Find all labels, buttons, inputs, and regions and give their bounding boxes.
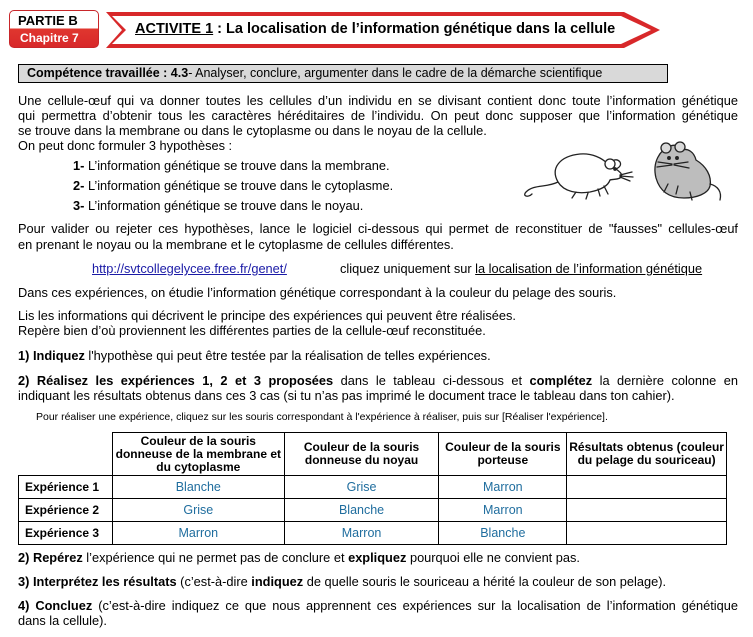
hypotheses-intro: On peut donc formuler 3 hypothèses :: [18, 138, 233, 153]
validate-line-1: Pour valider ou rejeter ces hypothèses, lance le logiciel ci-dessous qui permet de reconstituer de "fausses" cellules-œuf: [18, 221, 738, 236]
hypothesis-number: 1-: [73, 158, 85, 173]
activite-label: ACTIVITE 1: [135, 21, 214, 37]
q2-verb: Réalisez les expériences 1, 2 et 3 proposées: [29, 373, 334, 388]
q4-number: 3): [18, 574, 30, 589]
q5-number: 4): [18, 598, 30, 613]
question-2-line-2: indiquant les résultats obtenus dans ces 3 cas (si tu n’as pas imprimé le document trace le tableau dans ton cahier).: [18, 388, 675, 403]
q2-text-mid: dans le tableau ci-dessous et: [333, 373, 530, 388]
result-cell[interactable]: [567, 499, 727, 522]
study-text: Dans ces expériences, on étudie l’information génétique correspondant à la couleur du pelage des souris.: [18, 285, 617, 300]
table-cell: Grise: [112, 499, 284, 522]
table-cell: Marron: [439, 476, 567, 499]
q1-number: 1): [18, 348, 30, 363]
competence-label: Compétence travaillée : 4.3: [27, 66, 189, 80]
title-text: : La localisation de l’information génétique dans la cellule: [213, 21, 616, 37]
question-5-line-2: dans la cellule).: [18, 613, 107, 628]
table-cell: Marron: [112, 522, 284, 545]
q2-text-rest: la dernière colonne en: [592, 373, 738, 388]
question-3: [18, 550, 738, 565]
intro-line-1: Une cellule-œuf qui va donner toutes les cellules d’un individu en se divisant contient donc toute l’information génétique: [18, 93, 738, 108]
grey-mouse-icon: [655, 142, 721, 200]
q3-text-mid: l’expérience qui ne permet pas de conclure et: [82, 550, 349, 565]
table-cell: Blanche: [112, 476, 284, 499]
read-line-1: Lis les informations qui décrivent le principe des expériences qui peuvent être réalisées.: [18, 308, 516, 323]
link-instruction-text: cliquez uniquement sur: [340, 261, 476, 276]
column-header: Couleur de la souris donneuse de la membrane et du cytoplasme: [112, 433, 284, 476]
q1-text: l'hypothèse qui peut être testée par la réalisation de telles expériences.: [84, 348, 491, 363]
intro-line-3: se trouve dans la membrane ou dans le cytoplasme ou dans le noyau de la cellule.: [18, 123, 487, 138]
q3-number: 2): [18, 550, 30, 565]
question-4: [18, 574, 738, 589]
table-row: [19, 476, 727, 499]
question-1: [18, 348, 738, 363]
table-cell: Marron: [439, 499, 567, 522]
column-header: Couleur de la souris donneuse du noyau: [284, 433, 439, 476]
partie-label: PARTIE B: [18, 13, 78, 28]
q4-verb: Interprétez les résultats: [29, 574, 177, 589]
q5-text-rest: (c’est-à-dire indiquez ce que nous apprennent ces expériences sur la localisation de l’information génétique: [92, 598, 739, 613]
page-title: [135, 21, 615, 37]
q2-verb-2: complétez: [529, 373, 593, 388]
hypothesis-text: L’information génétique se trouve dans le cytoplasme.: [84, 178, 394, 193]
competence-text: - Analyser, conclure, argumenter dans le cadre de la démarche scientifique: [188, 66, 603, 80]
q1-verb: Indiquez: [29, 348, 85, 363]
result-cell[interactable]: [567, 476, 727, 499]
competence-box: [18, 64, 668, 83]
q3-text-rest: pourquoi elle ne convient pas.: [406, 550, 580, 565]
q4-text-rest: de quelle souris le souriceau a hérité la couleur de son pelage).: [303, 574, 667, 589]
q2-number: 2): [18, 373, 30, 388]
hypothesis-2: [73, 178, 393, 193]
hypothesis-text: L’information génétique se trouve dans le noyau.: [84, 198, 364, 213]
hypothesis-text: L’information génétique se trouve dans la membrane.: [84, 158, 390, 173]
experiment-instruction: Pour réaliser une expérience, cliquez sur les souris correspondant à l'expérience à réaliser, puis sur [Réaliser l'expérience].: [36, 411, 608, 423]
hypothesis-3: [73, 198, 363, 213]
question-5-line-1: [18, 598, 738, 613]
column-header: Couleur de la souris porteuse: [439, 433, 567, 476]
q5-verb: Concluez: [29, 598, 93, 613]
question-2-line-1: [18, 373, 738, 388]
mice-illustration: [520, 138, 726, 204]
hypothesis-1: [73, 158, 390, 173]
experiments-table: [18, 432, 727, 545]
white-mouse-icon: [525, 154, 633, 199]
partie-badge: [9, 10, 99, 48]
table-header-row: [19, 433, 727, 476]
table-cell: Marron: [284, 522, 439, 545]
validate-line-2: en prenant le noyau ou la membrane et le cytoplasme de cellules différentes.: [18, 237, 454, 252]
table-cell: Blanche: [284, 499, 439, 522]
software-link[interactable]: http://svtcollegelycee.free.fr/genet/: [92, 261, 287, 276]
intro-line-2: qui permettra d’obtenir tous les caractères héréditaires de l’individu. On peut donc supposer que l’information génétique: [18, 108, 738, 123]
chapitre-label: Chapitre 7: [20, 31, 79, 45]
q3-verb-2: expliquez: [348, 550, 407, 565]
table-row: [19, 499, 727, 522]
hypothesis-number: 3-: [73, 198, 85, 213]
hypothesis-number: 2-: [73, 178, 85, 193]
q4-text-mid: (c’est-à-dire: [176, 574, 252, 589]
link-target-text: la localisation de l’information génétique: [475, 261, 703, 276]
table-corner: [19, 433, 113, 476]
row-label: Expérience 2: [19, 499, 113, 522]
q3-verb: Repérez: [29, 550, 83, 565]
table-cell: Grise: [284, 476, 439, 499]
result-cell[interactable]: [567, 522, 727, 545]
table-row: [19, 522, 727, 545]
link-instruction: [340, 261, 702, 276]
row-label: Expérience 3: [19, 522, 113, 545]
column-header: Résultats obtenus (couleur du pelage du souriceau): [567, 433, 727, 476]
row-label: Expérience 1: [19, 476, 113, 499]
read-line-2: Repère bien d’où proviennent les différentes parties de la cellule-œuf reconstituée.: [18, 323, 486, 338]
table-cell: Blanche: [439, 522, 567, 545]
q4-verb-2: indiquez: [251, 574, 304, 589]
